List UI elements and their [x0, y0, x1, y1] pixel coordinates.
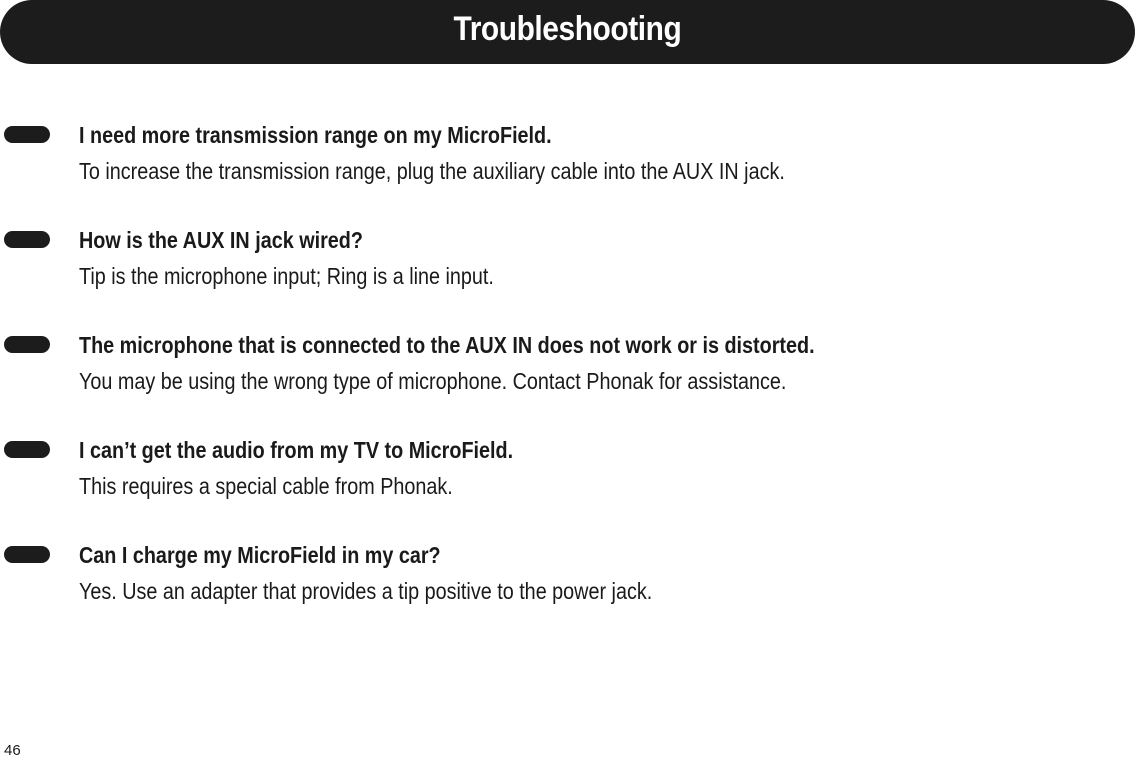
- page-title: Troubleshooting: [453, 9, 682, 48]
- faq-item: [0, 536, 1135, 641]
- faq-answer: Yes. Use an adapter that provides a tip positive to the power jack.: [79, 578, 653, 604]
- faq-answer: To increase the transmission range, plug the auxiliary cable into the AUX IN jack.: [79, 158, 785, 184]
- faq-item: [0, 221, 1135, 326]
- faq-item: [0, 116, 1135, 221]
- faq-item: [0, 326, 1135, 431]
- faq-question: I can’t get the audio from my TV to MicroField.: [79, 437, 514, 463]
- page-number: 46: [4, 742, 21, 759]
- faq-question: How is the AUX IN jack wired?: [79, 227, 363, 253]
- bullet-pill-icon: [4, 441, 50, 458]
- title-banner: [0, 0, 1135, 64]
- faq-question: I need more transmission range on my MicroField.: [79, 122, 552, 148]
- faq-question: The microphone that is connected to the AUX IN does not work or is distorted.: [79, 332, 815, 358]
- bullet-pill-icon: [4, 546, 50, 563]
- faq-question: Can I charge my MicroField in my car?: [79, 542, 441, 568]
- bullet-pill-icon: [4, 231, 50, 248]
- bullet-pill-icon: [4, 126, 50, 143]
- faq-answer: You may be using the wrong type of microphone. Contact Phonak for assistance.: [79, 368, 787, 394]
- faq-list: [0, 116, 1135, 641]
- faq-item: [0, 431, 1135, 536]
- faq-answer: Tip is the microphone input; Ring is a line input.: [79, 263, 494, 289]
- bullet-pill-icon: [4, 336, 50, 353]
- faq-answer: This requires a special cable from Phonak.: [79, 473, 453, 499]
